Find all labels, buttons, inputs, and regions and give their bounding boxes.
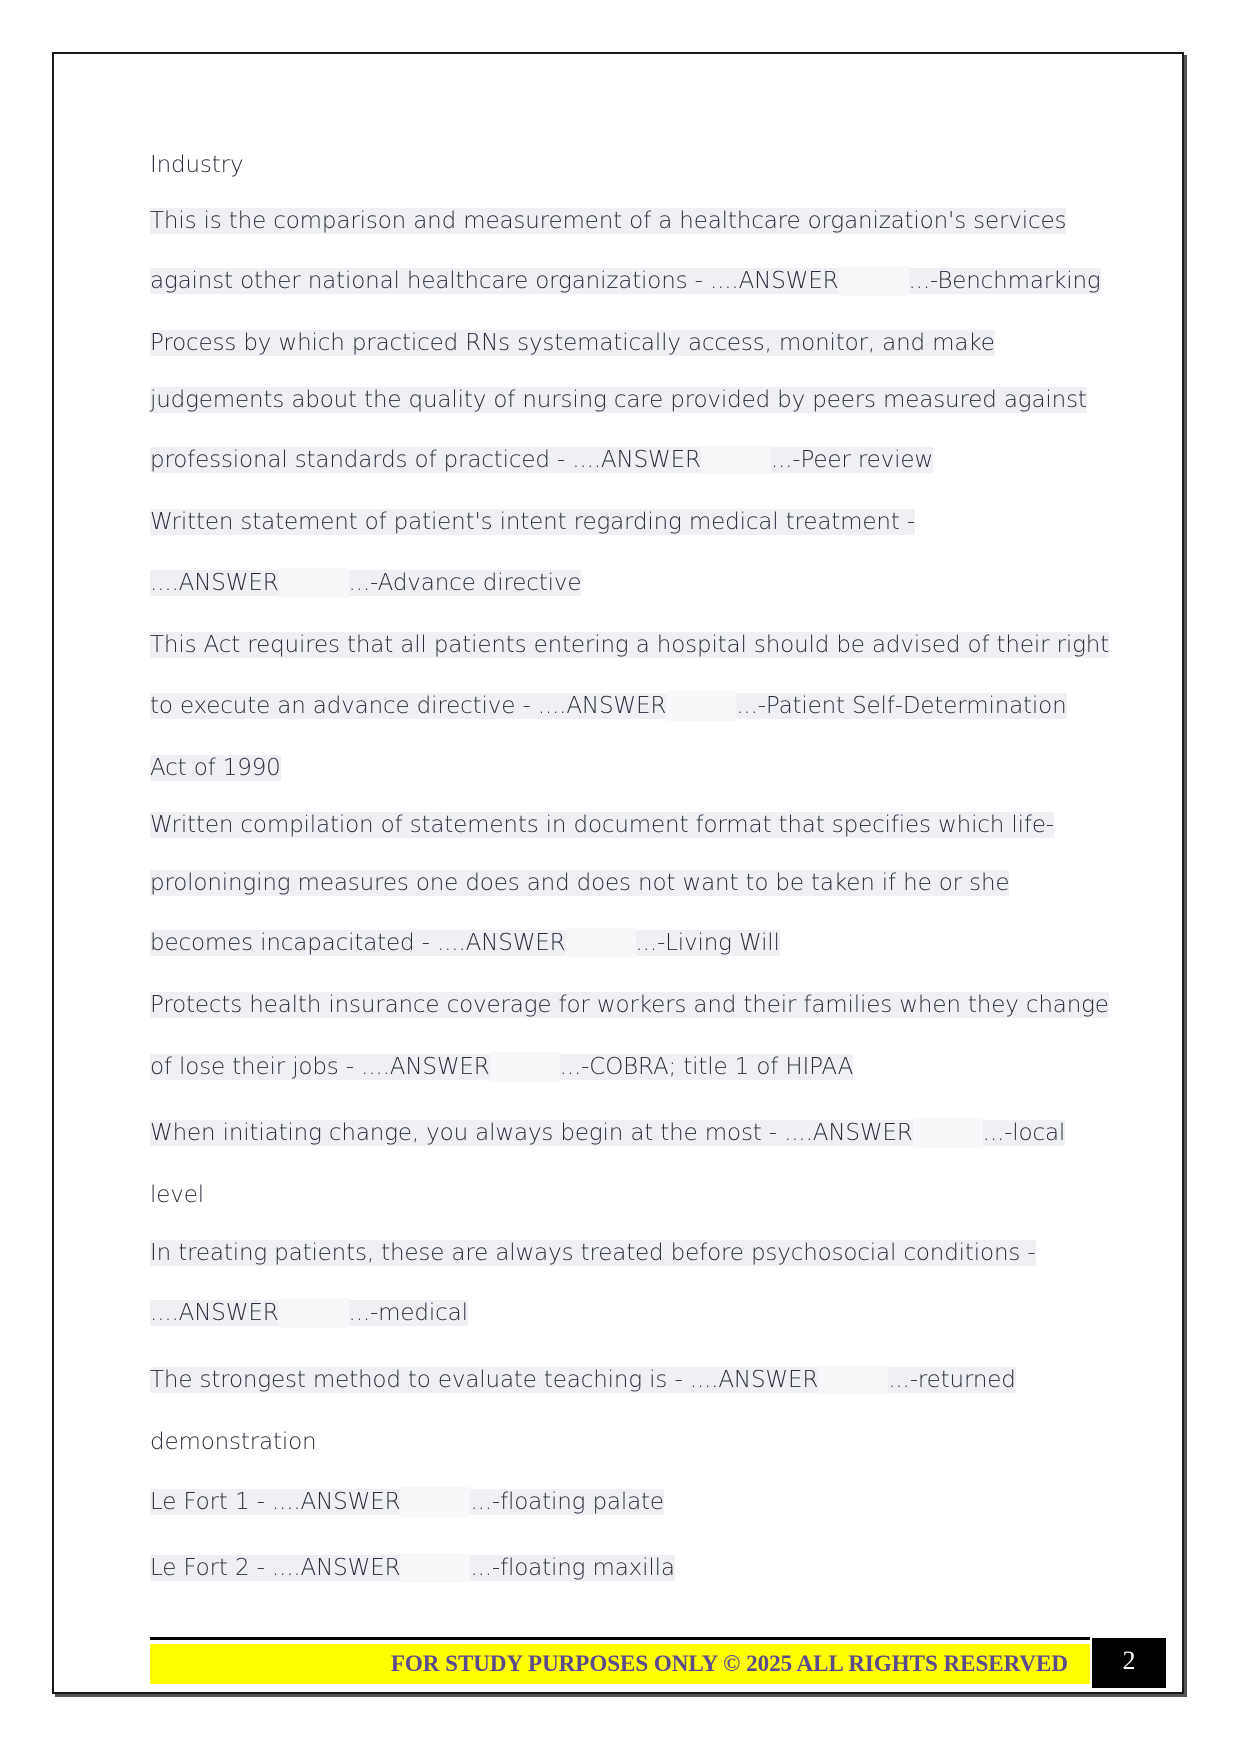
footer-band (150, 1644, 1090, 1684)
question-text: ....ANSWER (150, 1300, 279, 1326)
qa-line (150, 1553, 675, 1583)
answer-text: ...-floating palate (470, 1489, 664, 1515)
text-line (150, 1180, 204, 1210)
question-text: professional standards of practiced - ....ANSWER (150, 447, 701, 473)
answer-gap (913, 1118, 983, 1148)
answer-text: ...-Benchmarking (908, 268, 1101, 294)
text-line (150, 1427, 316, 1457)
qa-line (150, 1118, 1065, 1148)
answer-text: ...-medical (348, 1300, 468, 1326)
text-line (150, 810, 1054, 840)
answer-gap (566, 928, 636, 958)
line-text: This Act requires that all patients entering a hospital should be advised of their right (150, 632, 1110, 658)
text-line (150, 868, 1009, 898)
line-text: In treating patients, these are always treated before psychosocial conditions - (150, 1240, 1036, 1266)
question-text: When initiating change, you always begin at the most - ....ANSWER (150, 1120, 913, 1146)
qa-line (150, 928, 780, 958)
text-line (150, 206, 1066, 236)
answer-text: ...-COBRA; title 1 of HIPAA (559, 1054, 854, 1080)
qa-line (150, 1365, 1016, 1395)
text-line (150, 328, 995, 358)
answer-text: ...-local (982, 1120, 1066, 1146)
text-line (150, 385, 1087, 415)
answer-text: ...-Peer review (770, 447, 933, 473)
text-line (150, 507, 915, 537)
qa-line (150, 1487, 664, 1517)
page-number: 2 (1092, 1638, 1166, 1688)
text-line (150, 150, 243, 180)
question-text: Le Fort 2 - ....ANSWER (150, 1555, 401, 1581)
answer-text: ...-Advance directive (348, 570, 582, 596)
answer-gap (279, 568, 349, 598)
question-text: ....ANSWER (150, 570, 279, 596)
answer-text: ...-floating maxilla (470, 1555, 675, 1581)
question-text: to execute an advance directive - ....ANSWER (150, 693, 667, 719)
line-text: This is the comparison and measurement of a healthcare organization's services (150, 208, 1067, 234)
line-text: judgements about the quality of nursing care provided by peers measured against (150, 387, 1087, 413)
answer-gap (701, 445, 771, 475)
answer-gap (400, 1553, 470, 1583)
line-text: Act of 1990 (150, 755, 281, 781)
answer-text: ...-Living Will (635, 930, 780, 956)
qa-line (150, 691, 1067, 721)
answer-gap (490, 1052, 560, 1082)
answer-text: ...-returned (888, 1367, 1016, 1393)
footer-notice: FOR STUDY PURPOSES ONLY © 2025 ALL RIGHTS RESERVED (390, 1651, 1068, 1676)
text-line (150, 990, 1109, 1020)
answer-gap (818, 1365, 888, 1395)
line-text: demonstration (150, 1429, 317, 1455)
answer-text: ...-Patient Self-Determination (736, 693, 1067, 719)
footer-rule (150, 1637, 1090, 1640)
question-text: The strongest method to evaluate teaching is - ....ANSWER (150, 1367, 819, 1393)
question-text: Le Fort 1 - ....ANSWER (150, 1489, 401, 1515)
qa-line (150, 1052, 853, 1082)
text-line (150, 1238, 1036, 1268)
line-text: Protects health insurance coverage for workers and their families when they change (150, 992, 1109, 1018)
question-text: of lose their jobs - ....ANSWER (150, 1054, 490, 1080)
answer-gap (666, 691, 736, 721)
line-text: Written compilation of statements in document format that specifies which life- (150, 812, 1054, 838)
line-text: proloninging measures one does and does not want to be taken if he or she (150, 870, 1010, 896)
answer-gap (839, 266, 909, 296)
line-text: Process by which practiced RNs systematically access, monitor, and make (150, 330, 995, 356)
text-line (150, 753, 281, 783)
question-text: becomes incapacitated - ....ANSWER (150, 930, 566, 956)
qa-line (150, 1298, 468, 1328)
qa-line (150, 445, 933, 475)
answer-gap (279, 1298, 349, 1328)
question-text: against other national healthcare organizations - ....ANSWER (150, 268, 839, 294)
answer-gap (400, 1487, 470, 1517)
line-text: Written statement of patient's intent regarding medical treatment - (150, 509, 915, 535)
text-line (150, 630, 1109, 660)
qa-line (150, 266, 1101, 296)
line-text: level (150, 1182, 204, 1208)
qa-line (150, 568, 581, 598)
line-text: Industry (150, 152, 244, 178)
